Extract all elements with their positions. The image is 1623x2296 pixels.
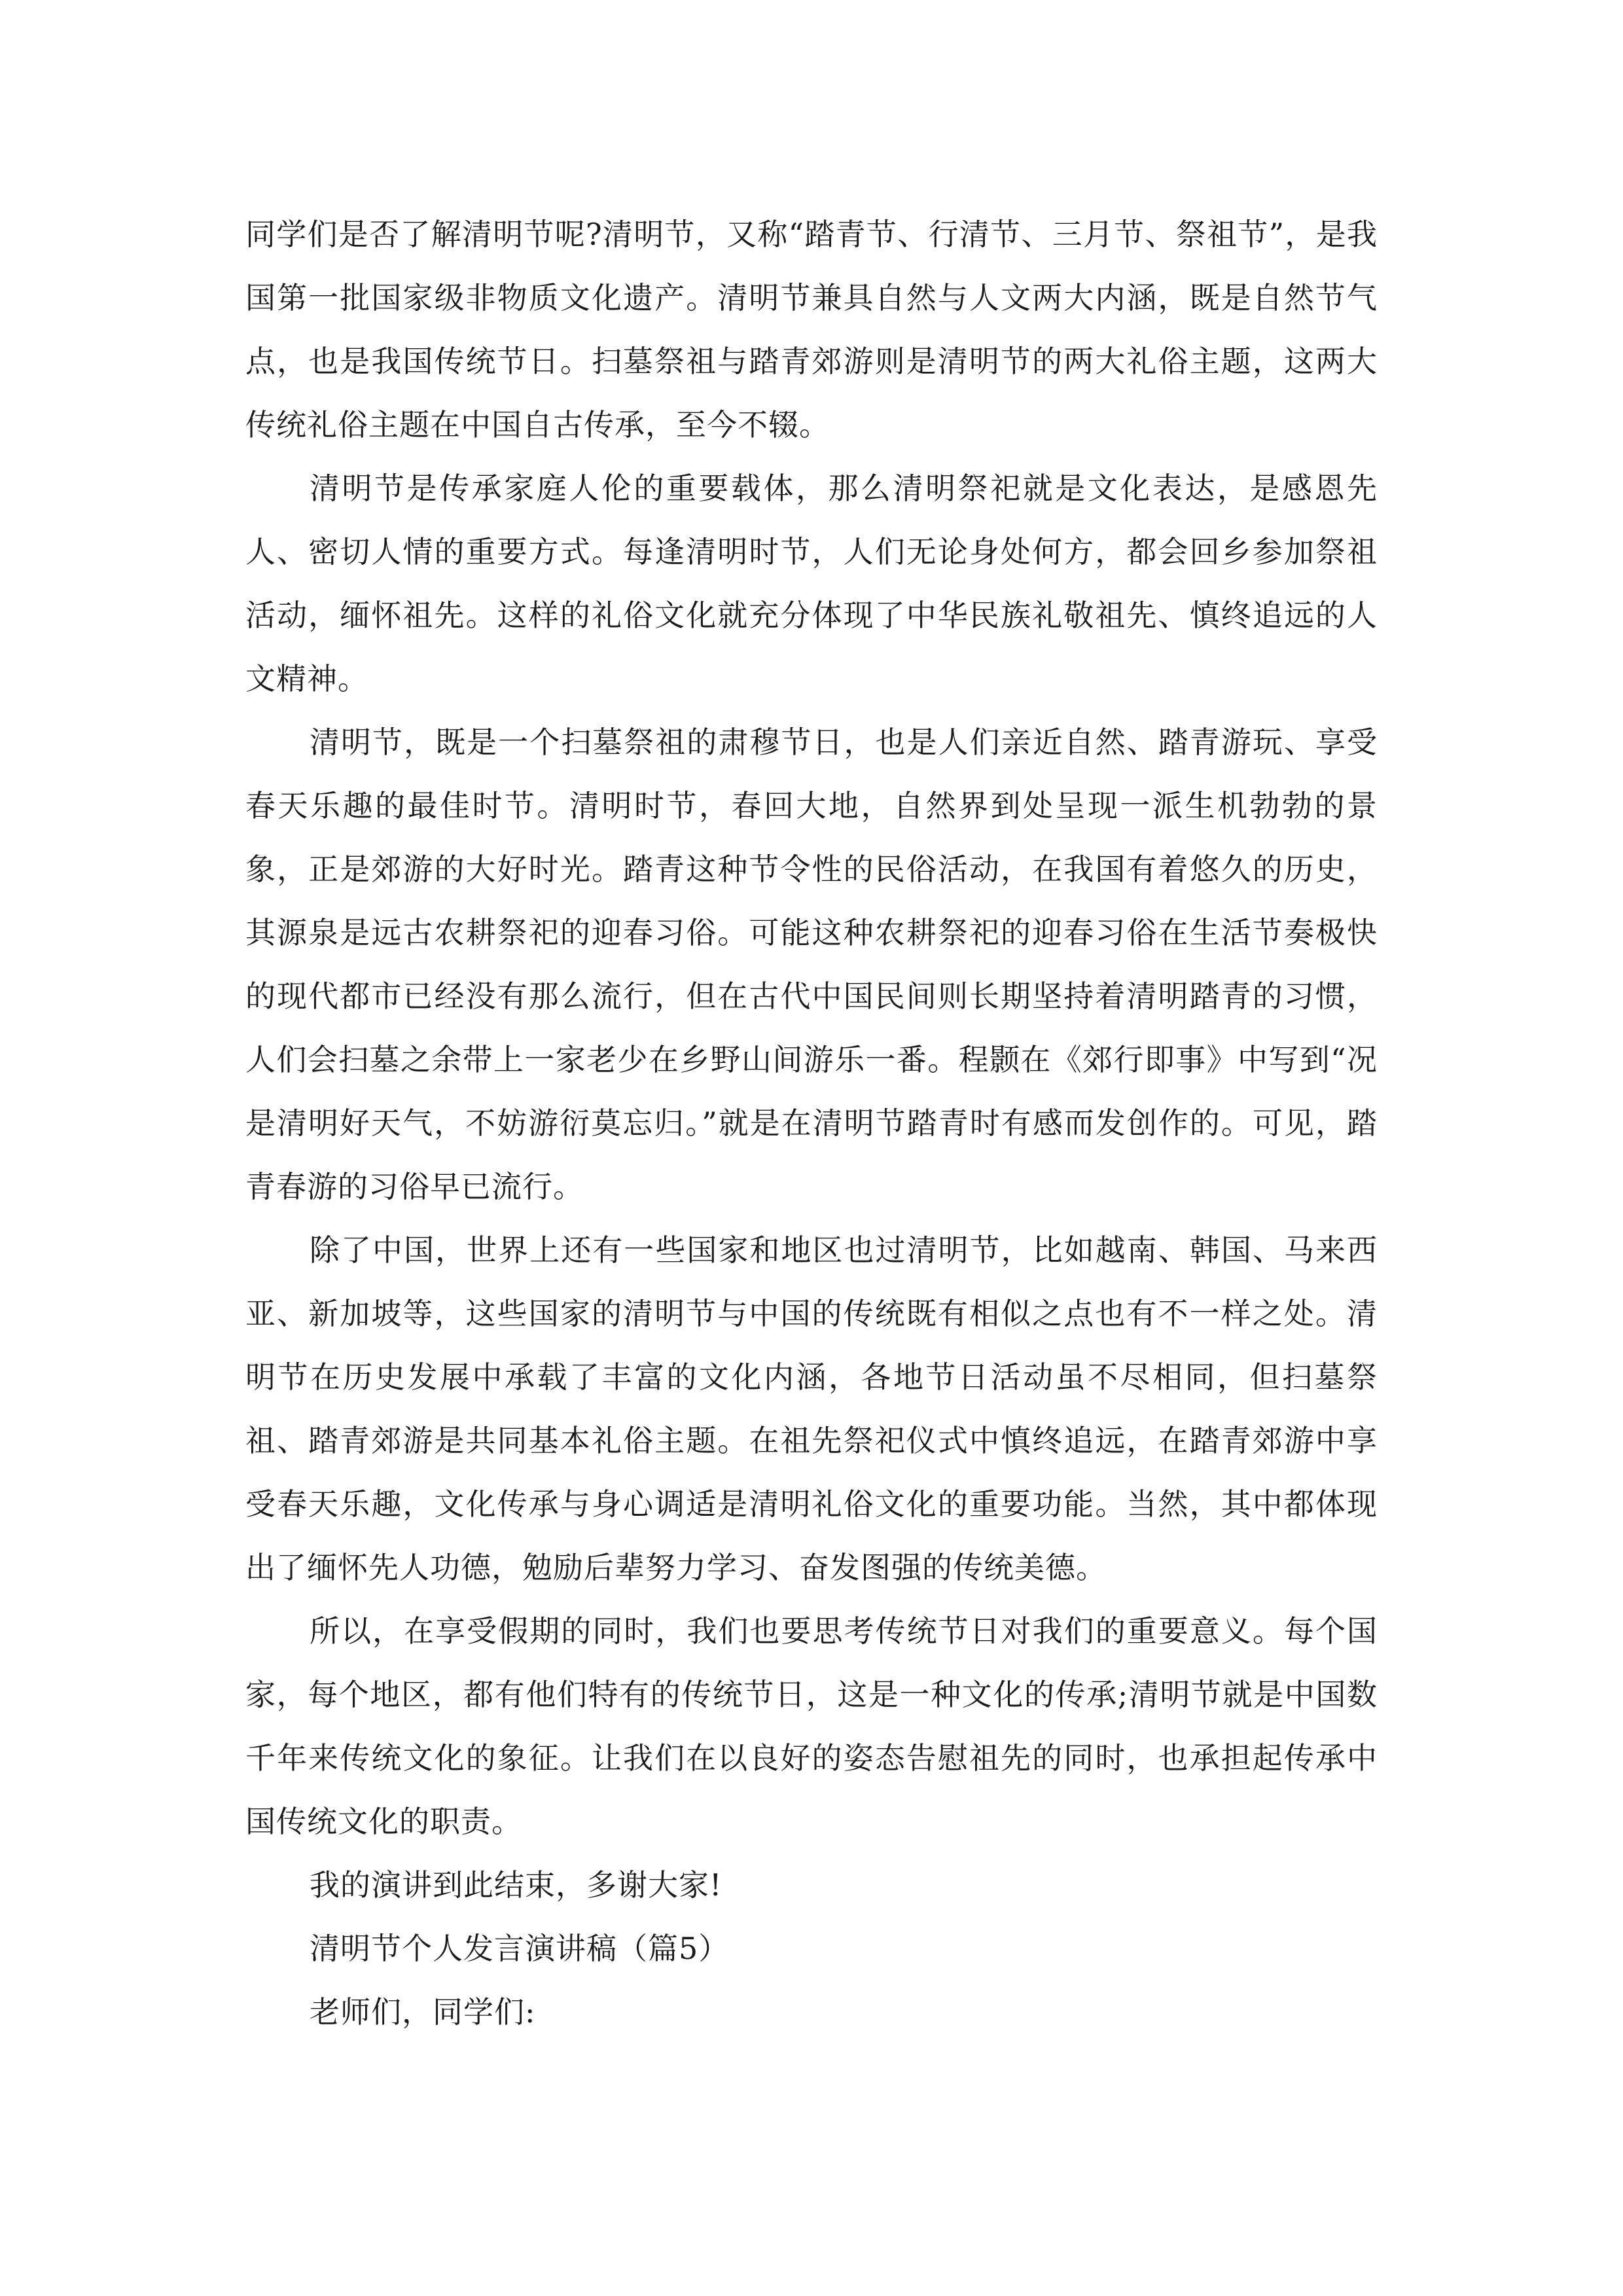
closing-line: 我的演讲到此结束，多谢大家! [310, 1867, 722, 1903]
paragraph-3: 清明节，既是一个扫墓祭祖的肃穆节日，也是人们亲近自然、踏青游玩、享受春天乐趣的最佳时节。清明时节，春回大地，自然界到处呈现一派生机勃勃的景象，正是郊游的大好时光。踏青这种节令性的民俗活动，在我国有着悠久的历史，其源泉是远古农耕祭祀的迎春习俗。可能这种农耕祭祀的迎春习俗在生活节奏极快的现代都市已经没有那么流行，但在古代中国民间则长期坚持着清明踏青的习惯，人们会扫墓之余带上一家老少在乡野山间游乐一番。程颢在《郊行即事》中写到“况是清明好天气，不妨游衍莫忘归。”就是在清明节踏青时有感而发创作的。可见，踏青春游的习俗早已流行。 [245, 725, 1378, 1204]
document-body [245, 203, 1378, 2044]
paragraph-1: 同学们是否了解清明节呢?清明节，又称“踏青节、行清节、三月节、祭祖节”，是我国第一批国家级非物质文化遗产。清明节兼具自然与人文两大内涵，既是自然节气点，也是我国传统节日。扫墓祭祖与踏青郊游则是清明节的两大礼俗主题，这两大传统礼俗主题在中国自古传承，至今不辍。 [245, 217, 1378, 442]
salutation: 老师们，同学们: [310, 1994, 536, 2030]
paragraph-2: 清明节是传承家庭人伦的重要载体，那么清明祭祀就是文化表达，是感恩先人、密切人情的重要方式。每逢清明时节，人们无论身处何方，都会回乡参加祭祖活动，缅怀祖先。这样的礼俗文化就充分体现了中华民族礼敬祖先、慎终追远的人文精神。 [245, 471, 1378, 696]
paragraph-4: 除了中国，世界上还有一些国家和地区也过清明节，比如越南、韩国、马来西亚、新加坡等，这些国家的清明节与中国的传统既有相似之点也有不一样之处。清明节在历史发展中承载了丰富的文化内涵，各地节日活动虽不尽相同，但扫墓祭祖、踏青郊游是共同基本礼俗主题。在祖先祭祀仪式中慎终追远，在踏青郊游中享受春天乐趣，文化传承与身心调适是清明礼俗文化的重要功能。当然，其中都体现出了缅怀先人功德，勉励后辈努力学习、奋发图强的传统美德。 [245, 1232, 1378, 1585]
section-title: 清明节个人发言演讲稿（篇5） [310, 1931, 730, 1966]
paragraph-5: 所以，在享受假期的同时，我们也要思考传统节日对我们的重要意义。每个国家，每个地区，都有他们特有的传统节日，这是一种文化的传承;清明节就是中国数千年来传统文化的象征。让我们在以良好的姿态告慰祖先的同时，也承担起传承中国传统文化的职责。 [245, 1613, 1378, 1839]
